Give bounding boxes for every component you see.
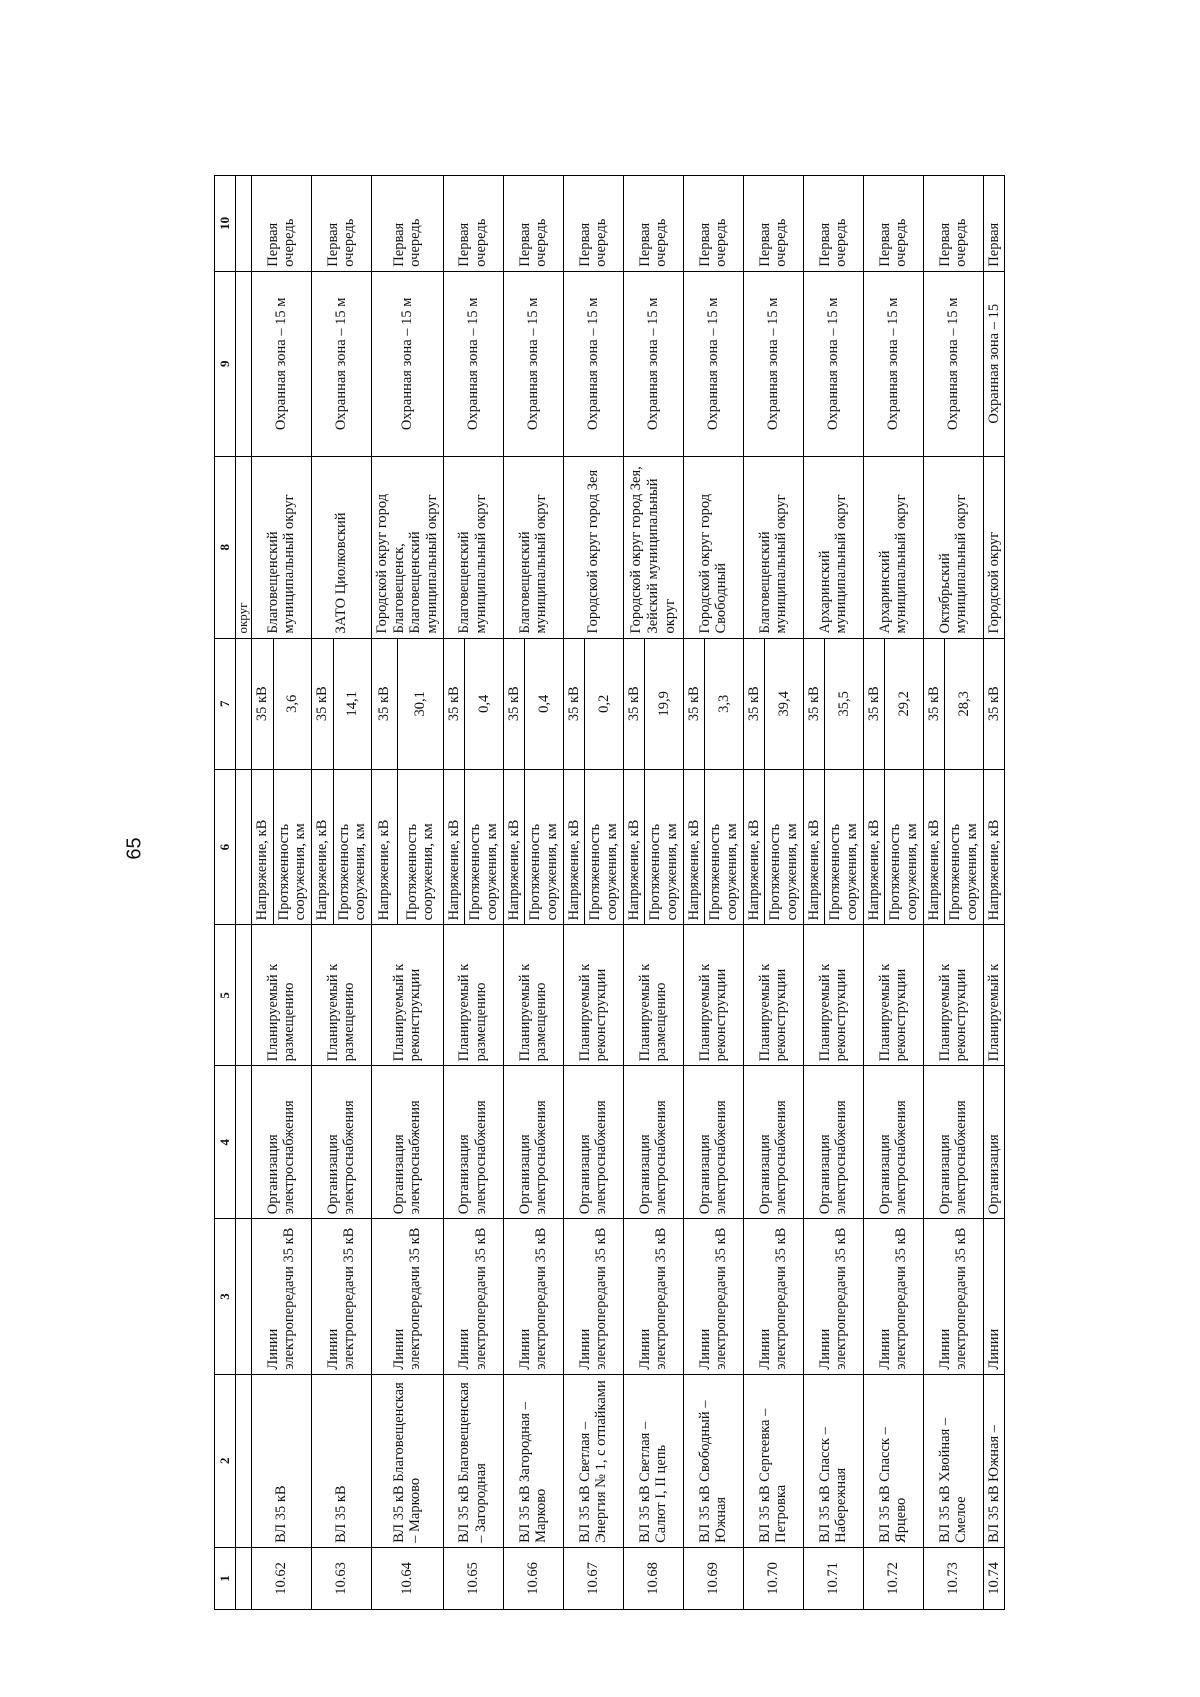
- object-status: Планируемый к реконструкции: [683, 925, 743, 1066]
- implementation-stage: Первая очередь: [503, 176, 563, 272]
- row-number: 10.67: [563, 1547, 623, 1609]
- empty-cell: [236, 271, 252, 456]
- object-purpose: Организация электроснабжения: [623, 1066, 683, 1219]
- row-number: 10.68: [623, 1547, 683, 1609]
- implementation-stage: Первая очередь: [863, 176, 923, 272]
- param-length-label: Протяженность сооружения, км: [525, 769, 563, 924]
- protection-zone: Охранная зона – 15 м: [443, 271, 503, 456]
- continuation-cell: округ: [236, 456, 252, 638]
- param-length-value: 0,4: [525, 638, 563, 769]
- object-location: Октябрьский муниципальный округ: [923, 456, 983, 638]
- row-number: 10.66: [503, 1547, 563, 1609]
- param-length-value: 19,9: [645, 638, 683, 769]
- object-purpose: Организация электроснабжения: [311, 1066, 371, 1219]
- param-voltage-value: 35 кВ: [683, 638, 705, 769]
- param-voltage-label: Напряжение, кВ: [623, 769, 645, 924]
- object-location: Городской округ город Зея: [563, 456, 623, 638]
- object-location: Городской округ город Благовещенск, Благовещенский муниципальный округ: [371, 456, 443, 638]
- param-length-label: Протяженность сооружения, км: [645, 769, 683, 924]
- implementation-stage: Первая очередь: [623, 176, 683, 272]
- object-type: Линии электропередачи 35 кВ: [563, 1219, 623, 1374]
- param-length-label: Протяженность сооружения, км: [945, 769, 983, 924]
- object-type: Линии электропередачи 35 кВ: [443, 1219, 503, 1374]
- row-number: 10.65: [443, 1547, 503, 1609]
- param-voltage-label: Напряжение, кВ: [371, 769, 397, 924]
- table-row: [311, 176, 333, 1610]
- param-voltage-label: Напряжение, кВ: [563, 769, 585, 924]
- param-voltage-label: Напряжение, кВ: [311, 769, 333, 924]
- table-row: [923, 176, 945, 1610]
- partial-p1: Напряжение, кВ: [983, 769, 1005, 924]
- column-header: 6: [215, 769, 236, 924]
- table-header: [215, 176, 236, 1610]
- column-header: 1: [215, 1547, 236, 1609]
- object-status: Планируемый к реконструкции: [743, 925, 803, 1066]
- table-row-partial: [983, 176, 1005, 1610]
- object-name: ВЛ 35 кВ Благовещенская – Загородная: [443, 1374, 503, 1547]
- object-purpose: Организация электроснабжения: [683, 1066, 743, 1219]
- param-length-value: 29,2: [885, 638, 923, 769]
- object-type: Линии электропередачи 35 кВ: [503, 1219, 563, 1374]
- object-name: ВЛ 35 кВ Светлая – Салют I, II цепь: [623, 1374, 683, 1547]
- column-header: 4: [215, 1066, 236, 1219]
- partial-purpose: Организация: [983, 1066, 1005, 1219]
- object-status: Планируемый к размещению: [503, 925, 563, 1066]
- object-location: Архаринский муниципальный округ: [863, 456, 923, 638]
- param-voltage-label: Напряжение, кВ: [251, 769, 273, 924]
- row-number: 10.69: [683, 1547, 743, 1609]
- implementation-stage: Первая очередь: [923, 176, 983, 272]
- param-voltage-label: Напряжение, кВ: [923, 769, 945, 924]
- param-voltage-value: 35 кВ: [623, 638, 645, 769]
- object-status: Планируемый к размещению: [443, 925, 503, 1066]
- object-name: ВЛ 35 кВ Хвойная – Смелое: [923, 1374, 983, 1547]
- object-type: Линии электропередачи 35 кВ: [803, 1219, 863, 1374]
- partial-name: ВЛ 35 кВ Южная –: [983, 1374, 1005, 1547]
- param-length-value: 39,4: [765, 638, 803, 769]
- object-status: Планируемый к реконструкции: [371, 925, 443, 1066]
- object-type: Линии электропередачи 35 кВ: [371, 1219, 443, 1374]
- object-location: Городской округ город Зея, Зейский муниципальный округ: [623, 456, 683, 638]
- table-row: [251, 176, 273, 1610]
- row-number: 10.64: [371, 1547, 443, 1609]
- object-purpose: Организация электроснабжения: [923, 1066, 983, 1219]
- protection-zone: Охранная зона – 15 м: [683, 271, 743, 456]
- param-voltage-label: Напряжение, кВ: [683, 769, 705, 924]
- param-voltage-value: 35 кВ: [563, 638, 585, 769]
- partial-status: Планируемый к: [983, 925, 1005, 1066]
- table-row: [683, 176, 705, 1610]
- param-length-label: Протяженность сооружения, км: [333, 769, 371, 924]
- row-number: 10.63: [311, 1547, 371, 1609]
- object-type: Линии электропередачи 35 кВ: [623, 1219, 683, 1374]
- object-status: Планируемый к размещению: [311, 925, 371, 1066]
- object-status: Планируемый к реконструкции: [803, 925, 863, 1066]
- object-location: Благовещенский муниципальный округ: [251, 456, 311, 638]
- object-name: ВЛ 35 кВ Светлая – Энергия № 1, с отпайками: [563, 1374, 623, 1547]
- implementation-stage: Первая очередь: [251, 176, 311, 272]
- register-table: [214, 175, 1005, 1610]
- partial-v1: 35 кВ: [983, 638, 1005, 769]
- object-purpose: Организация электроснабжения: [563, 1066, 623, 1219]
- table-row: [623, 176, 645, 1610]
- column-header: 10: [215, 176, 236, 272]
- protection-zone: Охранная зона – 15 м: [563, 271, 623, 456]
- object-type: Линии электропередачи 35 кВ: [683, 1219, 743, 1374]
- object-status: Планируемый к реконструкции: [563, 925, 623, 1066]
- param-length-label: Протяженность сооружения, км: [465, 769, 503, 924]
- param-voltage-label: Напряжение, кВ: [443, 769, 465, 924]
- object-name: ВЛ 35 кВ Благовещенская – Марково: [371, 1374, 443, 1547]
- table-row: [443, 176, 465, 1610]
- object-purpose: Организация электроснабжения: [803, 1066, 863, 1219]
- table-row: [863, 176, 885, 1610]
- implementation-stage: Первая очередь: [743, 176, 803, 272]
- row-number: 10.70: [743, 1547, 803, 1609]
- object-type: Линии электропередачи 35 кВ: [923, 1219, 983, 1374]
- implementation-stage: Первая очередь: [371, 176, 443, 272]
- empty-cell: [236, 1066, 252, 1219]
- object-purpose: Организация электроснабжения: [863, 1066, 923, 1219]
- protection-zone: Охранная зона – 15 м: [311, 271, 371, 456]
- param-length-value: 0,4: [465, 638, 503, 769]
- empty-cell: [236, 925, 252, 1066]
- table-row: [371, 176, 397, 1610]
- implementation-stage: Первая очередь: [563, 176, 623, 272]
- object-purpose: Организация электроснабжения: [371, 1066, 443, 1219]
- param-length-label: Протяженность сооружения, км: [825, 769, 863, 924]
- table-body: [236, 176, 1005, 1610]
- object-name: ВЛ 35 кВ Загородная – Марково: [503, 1374, 563, 1547]
- param-voltage-label: Напряжение, кВ: [743, 769, 765, 924]
- object-location: Благовещенский муниципальный округ: [443, 456, 503, 638]
- param-voltage-value: 35 кВ: [923, 638, 945, 769]
- object-purpose: Организация электроснабжения: [503, 1066, 563, 1219]
- column-header: 5: [215, 925, 236, 1066]
- object-name: ВЛ 35 кВ Спасск – Ярцево: [863, 1374, 923, 1547]
- protection-zone: Охранная зона – 15 м: [803, 271, 863, 456]
- param-voltage-value: 35 кВ: [371, 638, 397, 769]
- protection-zone: Охранная зона – 15 м: [503, 271, 563, 456]
- empty-cell: [236, 638, 252, 769]
- param-length-label: Протяженность сооружения, км: [705, 769, 743, 924]
- param-length-label: Протяженность сооружения, км: [765, 769, 803, 924]
- implementation-stage: Первая очередь: [803, 176, 863, 272]
- object-name: ВЛ 35 кВ: [311, 1374, 371, 1547]
- object-location: Благовещенский муниципальный округ: [503, 456, 563, 638]
- table-row: [743, 176, 765, 1610]
- object-name: ВЛ 35 кВ Свободный – Южная: [683, 1374, 743, 1547]
- empty-cell: [236, 1374, 252, 1547]
- param-length-label: Протяженность сооружения, км: [397, 769, 443, 924]
- table-row: [563, 176, 585, 1610]
- protection-zone: Охранная зона – 15 м: [371, 271, 443, 456]
- param-length-label: Протяженность сооружения, км: [273, 769, 311, 924]
- object-status: Планируемый к реконструкции: [863, 925, 923, 1066]
- column-header: 3: [215, 1219, 236, 1374]
- table-row: [803, 176, 825, 1610]
- param-voltage-value: 35 кВ: [743, 638, 765, 769]
- param-length-label: Протяженность сооружения, км: [885, 769, 923, 924]
- column-header: 2: [215, 1374, 236, 1547]
- object-purpose: Организация электроснабжения: [251, 1066, 311, 1219]
- partial-num: 10.74: [983, 1547, 1005, 1609]
- object-name: ВЛ 35 кВ Спасск – Набережная: [803, 1374, 863, 1547]
- object-type: Линии электропередачи 35 кВ: [863, 1219, 923, 1374]
- column-header: 8: [215, 456, 236, 638]
- object-status: Планируемый к размещению: [623, 925, 683, 1066]
- protection-zone: Охранная зона – 15 м: [743, 271, 803, 456]
- row-number: 10.62: [251, 1547, 311, 1609]
- param-voltage-value: 35 кВ: [803, 638, 825, 769]
- protection-zone: Охранная зона – 15 м: [251, 271, 311, 456]
- object-status: Планируемый к реконструкции: [923, 925, 983, 1066]
- object-type: Линии электропередачи 35 кВ: [311, 1219, 371, 1374]
- partial-stage: Первая: [983, 176, 1005, 272]
- rotated-table-wrapper: [214, 175, 1200, 1610]
- param-length-value: 35,5: [825, 638, 863, 769]
- table-row: [503, 176, 525, 1610]
- page-number: 65: [123, 837, 146, 860]
- object-location: Городской округ город Свободный: [683, 456, 743, 638]
- param-voltage-label: Напряжение, кВ: [503, 769, 525, 924]
- param-voltage-value: 35 кВ: [503, 638, 525, 769]
- column-header: 7: [215, 638, 236, 769]
- object-status: Планируемый к размещению: [251, 925, 311, 1066]
- param-length-value: 3,6: [273, 638, 311, 769]
- continuation-row: [236, 176, 252, 1610]
- param-length-value: 14,1: [333, 638, 371, 769]
- partial-type: Линии: [983, 1219, 1005, 1374]
- param-voltage-value: 35 кВ: [251, 638, 273, 769]
- param-length-label: Протяженность сооружения, км: [585, 769, 623, 924]
- protection-zone: Охранная зона – 15 м: [863, 271, 923, 456]
- protection-zone: Охранная зона – 15 м: [623, 271, 683, 456]
- implementation-stage: Первая очередь: [443, 176, 503, 272]
- param-voltage-value: 35 кВ: [443, 638, 465, 769]
- empty-cell: [236, 1547, 252, 1609]
- param-length-value: 0,2: [585, 638, 623, 769]
- empty-cell: [236, 769, 252, 924]
- implementation-stage: Первая очередь: [683, 176, 743, 272]
- param-voltage-label: Напряжение, кВ: [863, 769, 885, 924]
- partial-location: Городской округ: [983, 456, 1005, 638]
- implementation-stage: Первая очередь: [311, 176, 371, 272]
- param-voltage-value: 35 кВ: [863, 638, 885, 769]
- param-voltage-value: 35 кВ: [311, 638, 333, 769]
- object-location: Архаринский муниципальный округ: [803, 456, 863, 638]
- object-purpose: Организация электроснабжения: [743, 1066, 803, 1219]
- row-number: 10.73: [923, 1547, 983, 1609]
- object-name: ВЛ 35 кВ: [251, 1374, 311, 1547]
- empty-cell: [236, 1219, 252, 1374]
- protection-zone: Охранная зона – 15 м: [923, 271, 983, 456]
- object-name: ВЛ 35 кВ Сергеевка – Петровка: [743, 1374, 803, 1547]
- partial-zone: Охранная зона – 15: [983, 271, 1005, 456]
- empty-cell: [236, 176, 252, 272]
- object-purpose: Организация электроснабжения: [443, 1066, 503, 1219]
- object-type: Линии электропередачи 35 кВ: [251, 1219, 311, 1374]
- object-location: Благовещенский муниципальный округ: [743, 456, 803, 638]
- column-header: 9: [215, 271, 236, 456]
- object-type: Линии электропередачи 35 кВ: [743, 1219, 803, 1374]
- param-voltage-label: Напряжение, кВ: [803, 769, 825, 924]
- param-length-value: 28,3: [945, 638, 983, 769]
- param-length-value: 30,1: [397, 638, 443, 769]
- object-location: ЗАТО Циолковский: [311, 456, 371, 638]
- param-length-value: 3,3: [705, 638, 743, 769]
- row-number: 10.72: [863, 1547, 923, 1609]
- row-number: 10.71: [803, 1547, 863, 1609]
